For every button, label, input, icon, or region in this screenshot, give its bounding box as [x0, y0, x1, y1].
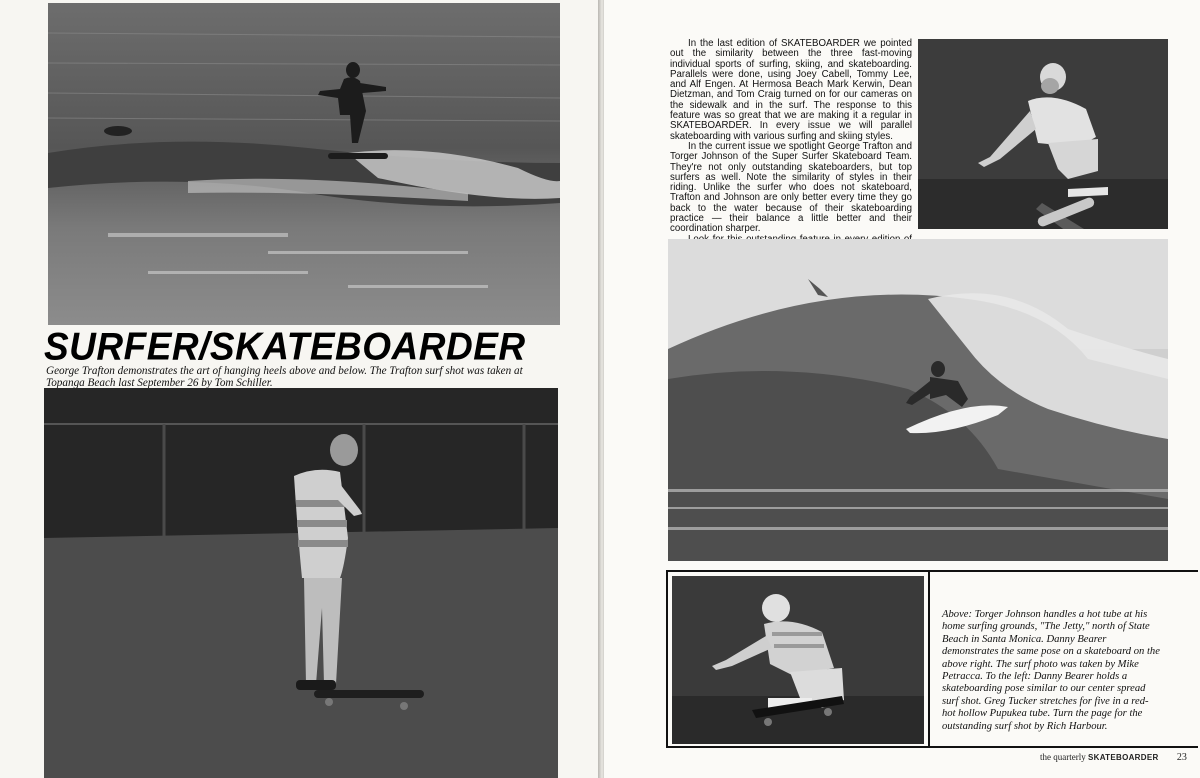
surfer-photo-top: [48, 3, 560, 325]
right-photo-caption: Above: Torger Johnson handles a hot tube at his home surfing grounds, "The Jetty," north of State Beach in Santa Monica. Danny Bearer demonstrates the same pose on a skateboard on the above right. The surf photo was taken by Mike Petracca. To the left: Danny Bearer holds a skateboarding pose similar to our center spread surf shot. Greg Tucker stretches for five in a red-hot hollow Pupukea tube. Turn the page for the outstanding surf shot by Rich Harbour.: [942, 609, 1160, 732]
skateboarder-pose-photo: [672, 576, 924, 744]
skateboarder-photo-left: [44, 388, 558, 778]
body-paragraph: In the current issue we spotlight George Trafton and Torger Johnson of the Super Surfer Skateboard Team. They're not only outstanding skateboarders, but top surfers as well. Note the similarity of styles in their riding. Unlike the surfer who does not skateboard, Trafton and Johnson are only better every time they go back to the water because of their skateboarding practice — their balance a little better and their coordination sharper.: [670, 140, 912, 235]
surfer-tube-photo: [668, 239, 1168, 561]
page-number: 23: [1176, 752, 1187, 763]
article-headline: SURFER/SKATEBOARDER: [44, 324, 526, 368]
article-body: [670, 39, 912, 255]
left-photo-caption: George Trafton demonstrates the art of hanging heels above and below. The Trafton surf shot was taken at Topanga Beach last September 26 by Tom Schiller.: [46, 365, 523, 389]
body-paragraph: In the last edition of SKATEBOARDER we pointed out the similarity between the three fast-moving individual sports of surfing, skiing, and skateboarding. Parallels were done, using Joey Cabell, Tommy Lee, and Alf Engen. At Hermosa Beach Mark Kerwin, Dean Dietzman, and Tom Craig turned on for our cameras on the sidewalk and in the surf. The response to this feature was so great that we are making it a regular in SKATEBOARDER. In every issue we will parallel skateboarding with various surfing and skiing styles.: [670, 38, 912, 142]
footer-prefix: the quarterly: [1040, 752, 1086, 762]
footer-magazine-name: SKATEBOARDER: [1087, 753, 1159, 762]
skateboarder-crouch-photo: [918, 39, 1168, 229]
page-footer: [1040, 752, 1187, 763]
